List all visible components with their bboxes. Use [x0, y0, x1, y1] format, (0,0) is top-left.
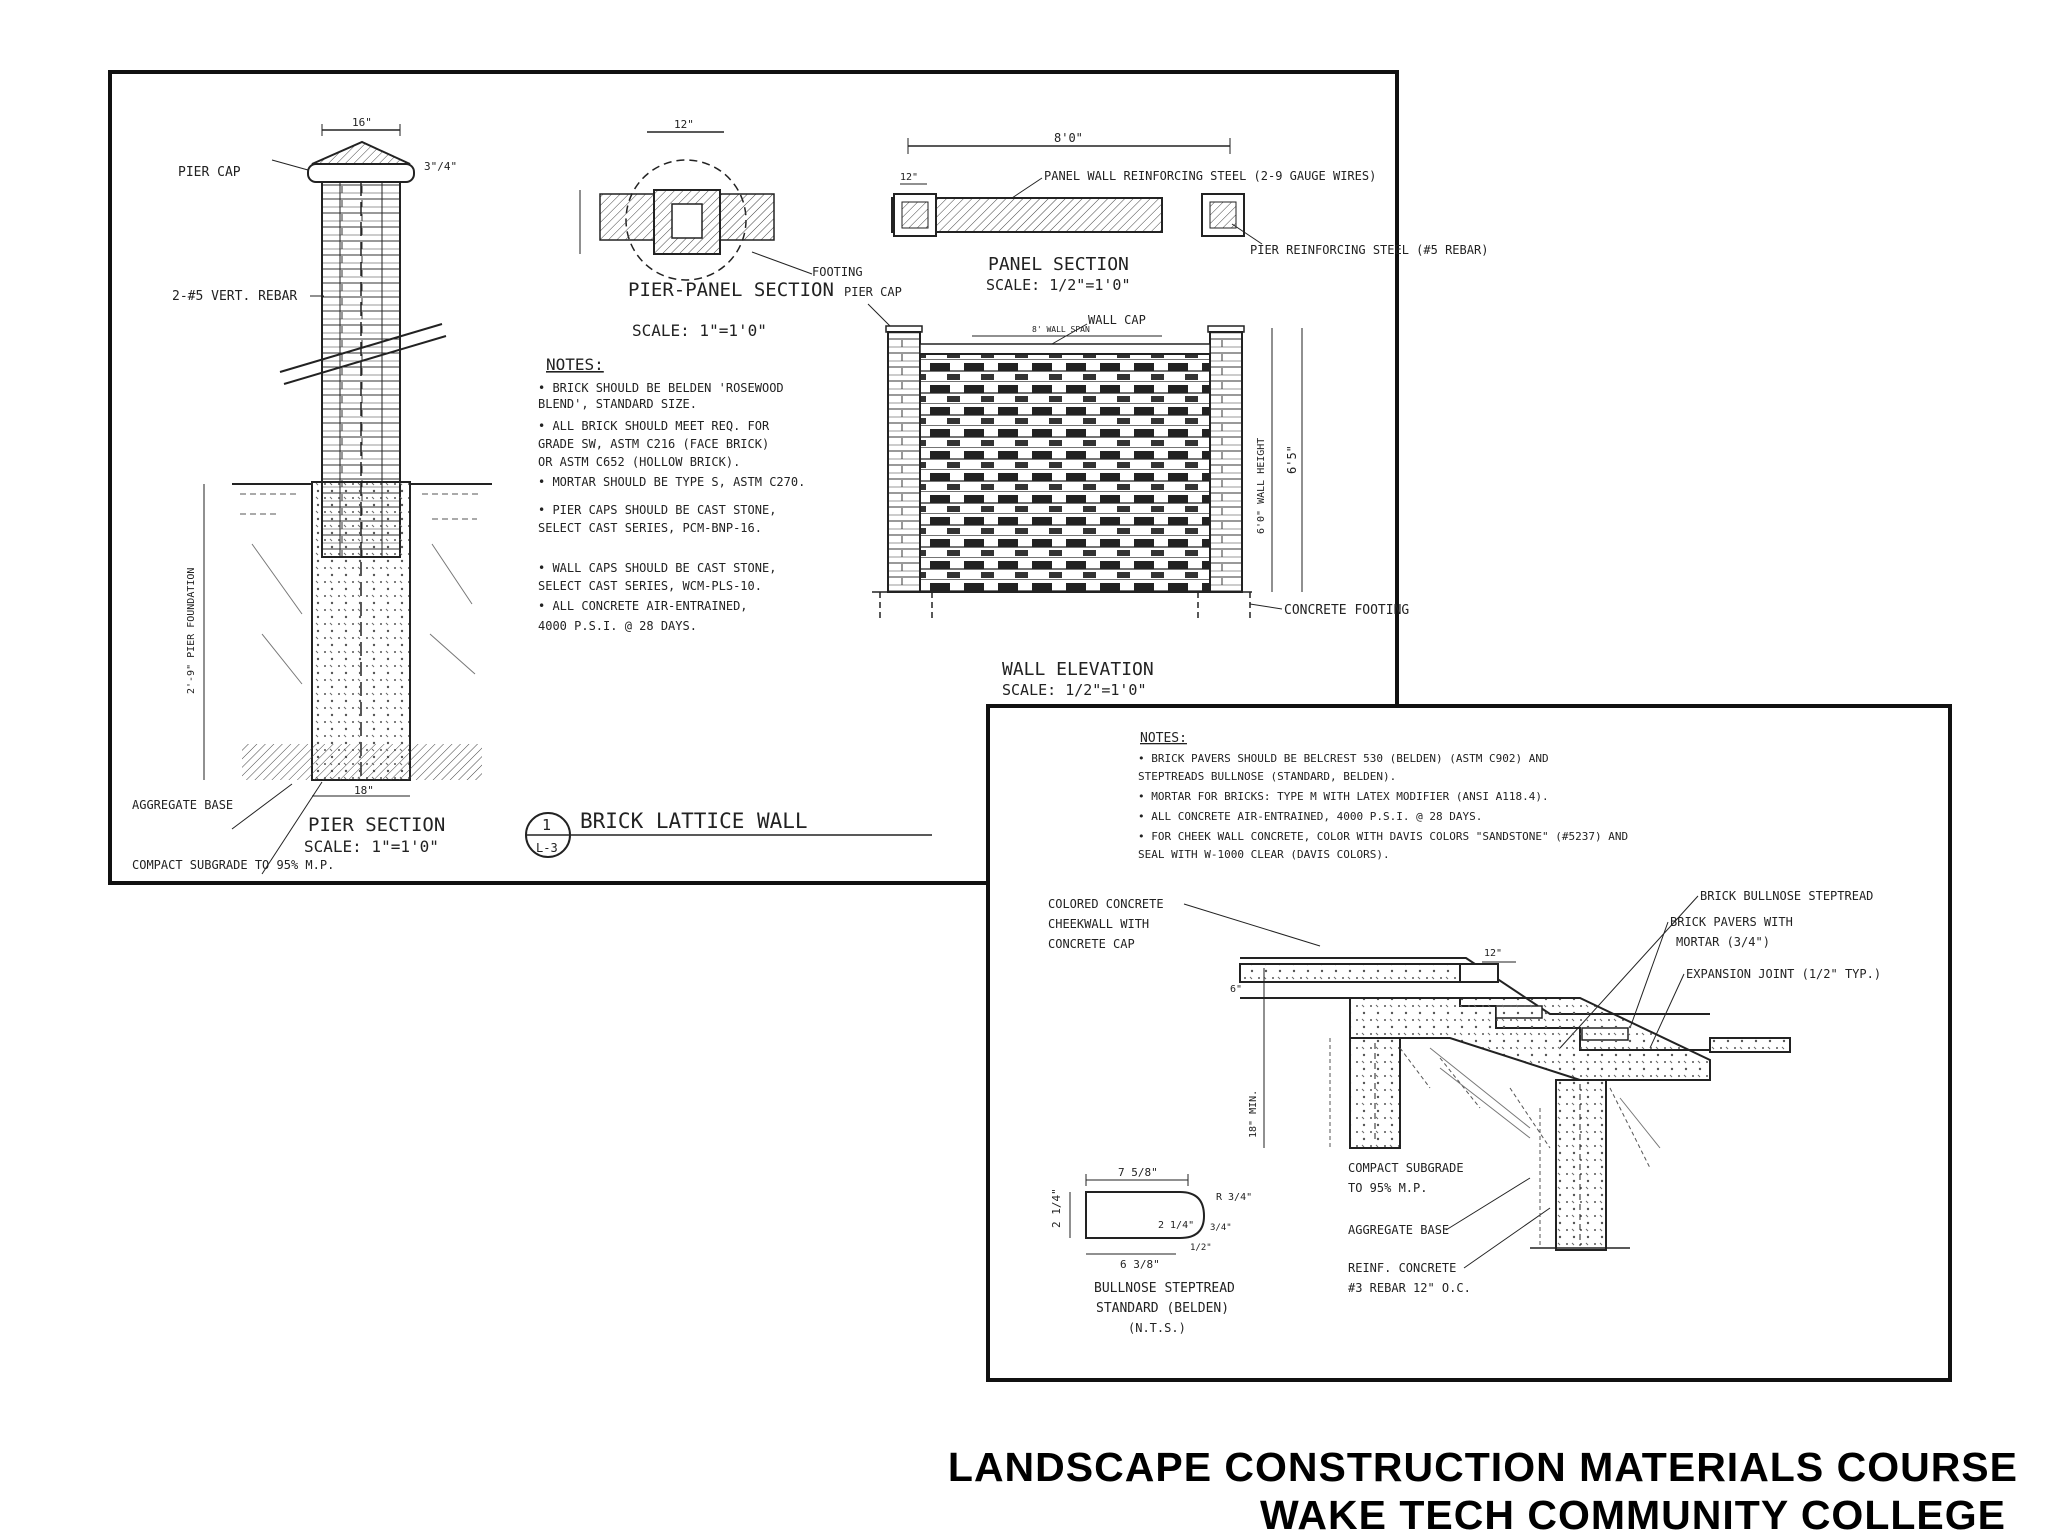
compact-label-2: TO 95% M.P.: [1348, 1181, 1428, 1195]
aggregate-label: AGGREGATE BASE: [1348, 1223, 1450, 1237]
pier-section-title: PIER SECTION: [308, 814, 446, 836]
brick-steps-drawing: [990, 708, 1948, 1378]
sheet1-note-7: • PIER CAPS SHOULD BE CAST STONE,: [538, 503, 777, 517]
sheet2-note-1: • BRICK PAVERS SHOULD BE BELCREST 530 (BELDEN) (ASTM C902) AND: [1138, 752, 1549, 765]
bullnose-bottom: 6 3/8": [1120, 1258, 1160, 1271]
sheet2-note-4: • ALL CONCRETE AIR-ENTRAINED, 4000 P.S.I. @ 28 DAYS.: [1138, 810, 1483, 823]
dim-depth: 18" MIN.: [1248, 1089, 1259, 1138]
sheet2-notes-heading: NOTES:: [1140, 731, 1187, 746]
sheet2-note-6: SEAL WITH W-1000 CLEAR (DAVIS COLORS).: [1138, 848, 1390, 861]
sheet2-note-2: STEPTREADS BULLNOSE (STANDARD, BELDEN).: [1138, 770, 1397, 783]
bullnose-detail: [1050, 1166, 1252, 1335]
panel-dim-span: 8'0": [1054, 131, 1083, 145]
sheet1-note-1: • BRICK SHOULD BE BELDEN 'ROSEWOOD: [538, 381, 784, 395]
panel-section-scale: SCALE: 1/2"=1'0": [986, 276, 1131, 294]
pier-panel-footing: FOOTING: [812, 265, 863, 279]
bullnose-radius: R 3/4": [1216, 1192, 1253, 1203]
reinf-label-2: #3 REBAR 12" O.C.: [1348, 1281, 1471, 1295]
elevation-total-label: 6'5": [1285, 445, 1299, 474]
sheet1-note-6: • MORTAR SHOULD BE TYPE S, ASTM C270.: [538, 475, 806, 489]
expansion-label: EXPANSION JOINT (1/2" TYP.): [1686, 967, 1882, 981]
pavers-label-1: BRICK PAVERS WITH: [1670, 915, 1793, 929]
sheet1-note-2: BLEND', STANDARD SIZE.: [538, 397, 697, 411]
pier-cap-label: PIER CAP: [178, 165, 241, 180]
elevation-span-label: 8' WALL SPAN: [1032, 325, 1090, 334]
detail-callout: [526, 809, 932, 857]
pier-aggregate-label: AGGREGATE BASE: [132, 798, 234, 812]
elevation-height-label: 6'0" WALL HEIGHT: [1256, 437, 1267, 534]
detail-title: BRICK LATTICE WALL: [580, 809, 808, 833]
bullnose-small: 1/2": [1190, 1243, 1212, 1253]
sheet2-note-5: • FOR CHEEK WALL CONCRETE, COLOR WITH DAVIS COLORS "SANDSTONE" (#5237) AND: [1138, 830, 1629, 843]
bullnose-caption-1: BULLNOSE STEPTREAD: [1094, 1281, 1235, 1296]
detail-number: 1: [542, 816, 552, 834]
bullnose-caption-2: STANDARD (BELDEN): [1096, 1301, 1230, 1316]
step-section: [1230, 948, 1790, 1250]
college-name: WAKE TECH COMMUNITY COLLEGE: [1259, 1492, 2006, 1538]
pier-rebar-label: 2-#5 VERT. REBAR: [172, 289, 298, 304]
reinf-label-1: REINF. CONCRETE: [1348, 1261, 1457, 1275]
cheekwall-label-3: CONCRETE CAP: [1048, 937, 1135, 951]
dim-riser: 6": [1230, 984, 1243, 995]
elevation-pier-cap-label: PIER CAP: [844, 285, 902, 299]
pier-section-scale: SCALE: 1"=1'0": [304, 837, 439, 856]
pier-compact-label: COMPACT SUBGRADE TO 95% M.P.: [132, 858, 335, 872]
brick-steps-sheet: [986, 704, 1952, 1382]
sheet1-notes-heading: NOTES:: [546, 355, 604, 374]
pier-footing-width: 18": [354, 784, 374, 797]
panel-dim-pier: 12": [900, 172, 919, 183]
sheet2-note-3: • MORTAR FOR BRICKS: TYPE M WITH LATEX MODIFIER (ANSI A118.4).: [1138, 790, 1549, 803]
wall-elevation: [844, 285, 1409, 699]
sheet1-notes: [538, 355, 805, 633]
course-title: LANDSCAPE CONSTRUCTION MATERIALS COURSE: [947, 1444, 2018, 1490]
pavers-label-2: MORTAR (3/4"): [1676, 935, 1770, 949]
wall-elevation-scale: SCALE: 1/2"=1'0": [1002, 681, 1147, 699]
pier-section: [132, 116, 492, 874]
bullnose-lip: 2 1/4": [1158, 1220, 1195, 1231]
pier-panel-section: [580, 118, 863, 340]
wall-elevation-title: WALL ELEVATION: [1002, 659, 1154, 680]
elevation-wall-cap-label: WALL CAP: [1088, 313, 1146, 327]
bullnose-offset: 3/4": [1210, 1223, 1232, 1233]
cheekwall-label-1: COLORED CONCRETE: [1048, 897, 1164, 911]
pier-panel-scale: SCALE: 1"=1'0": [632, 321, 767, 340]
sheet1-note-11: • ALL CONCRETE AIR-ENTRAINED,: [538, 599, 748, 613]
pier-dim-top: 16": [352, 116, 372, 129]
pier-panel-dim: 12": [674, 118, 694, 131]
sheet2-notes: [1138, 731, 1628, 861]
panel-section: [892, 131, 1488, 294]
panel-reinforcing-label: PANEL WALL REINFORCING STEEL (2-9 GAUGE WIRES): [1044, 169, 1377, 183]
steptread-label: BRICK BULLNOSE STEPTREAD: [1700, 889, 1874, 903]
pier-foundation-label: 2'-9" PIER FOUNDATION: [186, 567, 197, 694]
detail-sheet: L-3: [536, 841, 558, 855]
pier-steel-label: PIER REINFORCING STEEL (#5 REBAR): [1250, 243, 1489, 257]
sheet1-note-8: SELECT CAST SERIES, PCM-BNP-16.: [538, 521, 762, 535]
sheet1-note-4: GRADE SW, ASTM C216 (FACE BRICK): [538, 437, 770, 451]
sheet1-note-10: SELECT CAST SERIES, WCM-PLS-10.: [538, 579, 762, 593]
sheet1-note-12: 4000 P.S.I. @ 28 DAYS.: [538, 619, 697, 633]
bullnose-height: 2 1/4": [1050, 1188, 1063, 1228]
pier-cap-height: 3"/4": [424, 160, 458, 173]
panel-section-title: PANEL SECTION: [988, 254, 1129, 275]
sheet1-note-3: • ALL BRICK SHOULD MEET REQ. FOR: [538, 419, 770, 433]
dim-tread: 12": [1484, 948, 1503, 959]
sheet1-note-5: OR ASTM C652 (HOLLOW BRICK).: [538, 455, 741, 469]
pier-panel-title: PIER-PANEL SECTION: [628, 279, 834, 301]
bullnose-caption-3: (N.T.S.): [1128, 1321, 1186, 1335]
cheekwall-label-2: CHEEKWALL WITH: [1048, 917, 1150, 931]
compact-label-1: COMPACT SUBGRADE: [1348, 1161, 1464, 1175]
bullnose-width: 7 5/8": [1118, 1166, 1158, 1179]
elevation-footing-label: CONCRETE FOOTING: [1284, 603, 1410, 618]
sheet1-note-9: • WALL CAPS SHOULD BE CAST STONE,: [538, 561, 777, 575]
